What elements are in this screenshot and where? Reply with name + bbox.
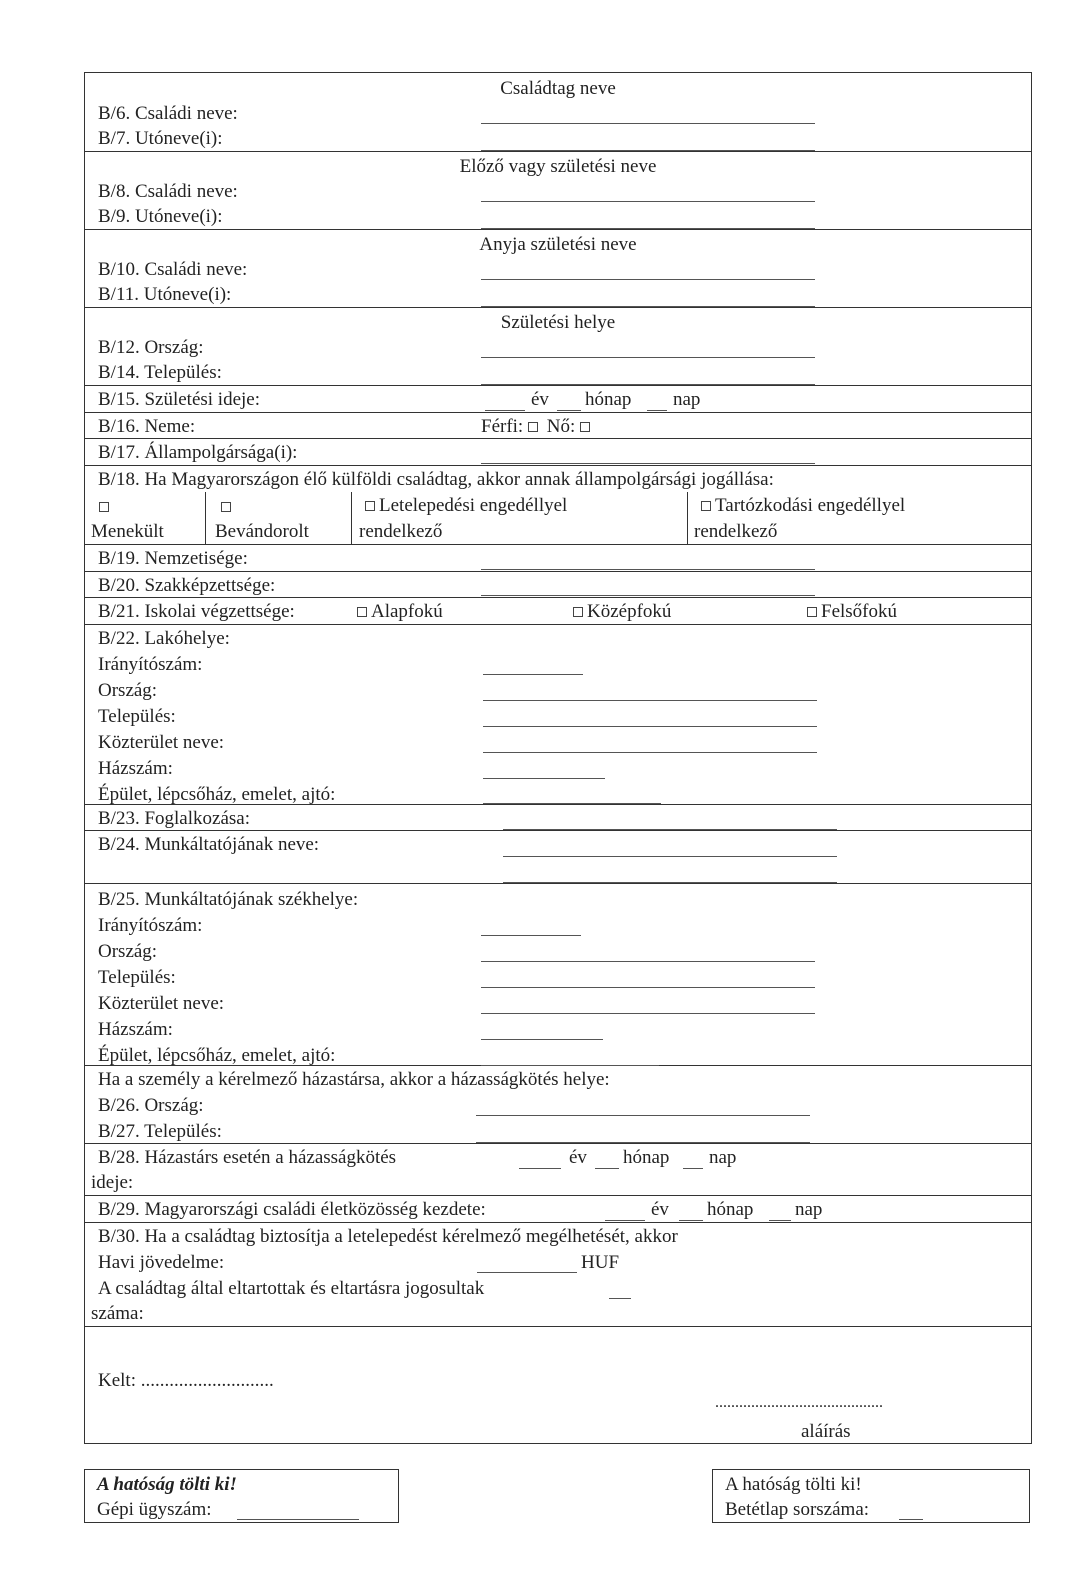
primary-label: Alapfokú — [371, 601, 443, 622]
day-label: nap — [795, 1199, 823, 1220]
section-income — [85, 1223, 1031, 1327]
education-primary-option — [357, 602, 443, 621]
section-cohabitation — [85, 1196, 1031, 1223]
employer-name-field[interactable] — [503, 856, 837, 857]
authority-box-right — [712, 1469, 1030, 1523]
case-number-field[interactable] — [237, 1519, 359, 1520]
sex-options — [481, 417, 594, 436]
residence-permit-label: Tartózkodási engedéllyel — [715, 495, 906, 516]
section-occupation — [85, 805, 1031, 831]
employer-country-field[interactable] — [481, 961, 815, 962]
mother-family-name-field[interactable] — [481, 279, 815, 280]
marriage-place-intro: Ha a személy a kérelmező házastársa, akkor a házasságkötés helye: — [98, 1069, 610, 1090]
country-label: Ország: — [98, 941, 158, 962]
settlement-permit-label-line2: rendelkező — [359, 521, 443, 542]
cohabitation-year-field[interactable] — [605, 1220, 645, 1221]
sheet-number-label: Betétlap sorszáma: — [725, 1499, 870, 1520]
male-checkbox[interactable] — [528, 422, 538, 432]
authority-title: A hatóság tölti ki! — [97, 1474, 237, 1495]
monthly-income-field[interactable] — [477, 1272, 577, 1273]
street-label: Közterület neve: — [98, 993, 225, 1014]
legal-status-label: B/18. Ha Magyarországon élő külföldi családtag, akkor annak állampolgársági jogállása: — [98, 469, 774, 490]
employer-street-field[interactable] — [481, 1013, 815, 1014]
building-label: Épület, lépcsőház, emelet, ajtó: — [98, 1045, 336, 1066]
cohabitation-day-field[interactable] — [769, 1220, 791, 1221]
authority-title: A hatóság tölti ki! — [725, 1474, 862, 1495]
section-birth-place — [85, 308, 1031, 386]
immigrant-checkbox[interactable] — [221, 502, 231, 512]
given-names-label: B/9. Utóneve(i): — [98, 206, 223, 227]
monthly-income-label: Havi jövedelme: — [98, 1252, 225, 1273]
residence-permit-checkbox[interactable] — [701, 501, 711, 511]
year-label: év — [531, 389, 549, 410]
section-header: Születési helye — [500, 312, 616, 333]
dependants-field[interactable] — [609, 1298, 631, 1299]
sheet-number-field[interactable] — [899, 1519, 923, 1520]
dependants-label: A családtag által eltartottak és eltartásra jogosultak — [98, 1278, 485, 1299]
employer-postcode-field[interactable] — [481, 935, 581, 936]
signature-line[interactable]: .......................................... — [715, 1394, 883, 1411]
section-employer-name — [85, 831, 1031, 884]
previous-given-names-field[interactable] — [481, 228, 815, 229]
section-header: Családtag neve — [500, 78, 616, 99]
settlement-label: B/14. Település: — [98, 362, 222, 383]
birth-day-field[interactable] — [647, 410, 667, 411]
family-name-label: B/6. Családi neve: — [98, 103, 238, 124]
residence-country-field[interactable] — [483, 700, 817, 701]
marriage-day-field[interactable] — [683, 1168, 703, 1169]
postcode-label: Irányítószám: — [98, 654, 203, 675]
given-names-label: B/7. Utóneve(i): — [98, 128, 223, 149]
previous-family-name-field[interactable] — [481, 201, 815, 202]
section-marriage-place — [85, 1066, 1031, 1144]
section-mother-name — [85, 230, 1031, 308]
qualification-label: B/20. Szakképzettsége: — [98, 575, 276, 596]
signature-label: aláírás — [801, 1421, 851, 1442]
education-higher-option — [807, 602, 897, 621]
sex-label: B/16. Neme: — [98, 416, 196, 437]
residence-postcode-field[interactable] — [483, 674, 583, 675]
marriage-country-field[interactable] — [476, 1115, 810, 1116]
residence-building-field[interactable] — [483, 803, 661, 804]
primary-checkbox[interactable] — [357, 607, 367, 617]
day-label: nap — [709, 1147, 737, 1168]
marriage-date-label: B/28. Házastárs esetén a házasságkötés — [98, 1147, 397, 1168]
residence-label: B/22. Lakóhelye: — [98, 628, 230, 649]
currency-label: HUF — [581, 1252, 620, 1273]
education-label: B/21. Iskolai végzettsége: — [98, 601, 295, 622]
residence-permit-option — [701, 496, 905, 515]
settlement-label: Település: — [98, 706, 176, 727]
family-name-label: B/10. Családi neve: — [98, 259, 248, 280]
citizenship-field[interactable] — [481, 463, 815, 464]
cohabitation-label: B/29. Magyarországi családi életközösség kezdete: — [98, 1199, 486, 1220]
employer-house-number-field[interactable] — [481, 1039, 603, 1040]
marriage-settlement-field[interactable] — [476, 1142, 810, 1143]
month-label: hónap — [623, 1147, 670, 1168]
refugee-checkbox[interactable] — [99, 502, 109, 512]
male-label: Férfi: — [481, 416, 524, 437]
form-sheet — [84, 72, 1032, 1444]
section-citizenship — [85, 439, 1031, 466]
qualification-field[interactable] — [481, 595, 815, 596]
section-member-name — [85, 73, 1031, 152]
section-header: Előző vagy születési neve — [459, 156, 657, 177]
birth-country-field[interactable] — [481, 357, 815, 358]
higher-checkbox[interactable] — [807, 607, 817, 617]
birth-month-field[interactable] — [557, 410, 581, 411]
section-previous-name — [85, 152, 1031, 230]
month-label: hónap — [585, 389, 632, 410]
postcode-label: Irányítószám: — [98, 915, 203, 936]
settlement-label: Település: — [98, 967, 176, 988]
section-employer-seat — [85, 884, 1031, 1066]
section-qualification — [85, 572, 1031, 598]
section-marriage-date — [85, 1144, 1031, 1196]
employer-name-field-2[interactable] — [503, 882, 837, 883]
female-checkbox[interactable] — [580, 422, 590, 432]
case-number-label: Gépi ügyszám: — [97, 1499, 212, 1520]
building-label: Épület, lépcsőház, emelet, ajtó: — [98, 784, 336, 805]
house-number-label: Házszám: — [98, 758, 173, 779]
section-birth-date — [85, 386, 1031, 413]
street-label: Közterület neve: — [98, 732, 225, 753]
residence-settlement-field[interactable] — [483, 726, 817, 727]
residence-permit-label-line2: rendelkező — [694, 521, 778, 542]
refugee-label: Menekült — [91, 521, 164, 542]
house-number-label: Házszám: — [98, 1019, 173, 1040]
higher-label: Felsőfokú — [821, 601, 897, 622]
marriage-country-label: B/26. Ország: — [98, 1095, 204, 1116]
divider — [351, 492, 352, 545]
section-signature — [85, 1327, 1031, 1445]
given-names-field[interactable] — [481, 150, 815, 151]
employer-seat-label: B/25. Munkáltatójának székhelye: — [98, 889, 359, 910]
settlement-permit-checkbox[interactable] — [365, 501, 375, 511]
birth-year-field[interactable] — [485, 410, 525, 411]
occupation-field[interactable] — [503, 829, 837, 830]
settlement-permit-label: Letelepedési engedéllyel — [379, 495, 568, 516]
residence-house-number-field[interactable] — [483, 778, 605, 779]
given-names-label: B/11. Utóneve(i): — [98, 284, 232, 305]
section-header: Anyja születési neve — [479, 234, 637, 255]
citizenship-label: B/17. Állampolgársága(i): — [98, 442, 298, 463]
marriage-settlement-label: B/27. Település: — [98, 1121, 222, 1142]
divider — [687, 492, 688, 545]
education-secondary-option — [573, 602, 671, 621]
marriage-year-field[interactable] — [519, 1168, 561, 1169]
section-sex — [85, 413, 1031, 439]
occupation-label: B/23. Foglalkozása: — [98, 808, 250, 829]
country-label: Ország: — [98, 680, 158, 701]
section-education — [85, 598, 1031, 625]
employer-name-label: B/24. Munkáltatójának neve: — [98, 834, 320, 855]
birth-date-label: B/15. Születési ideje: — [98, 389, 261, 410]
female-label: Nő: — [546, 416, 576, 437]
authority-box-left — [84, 1469, 399, 1523]
secondary-checkbox[interactable] — [573, 607, 583, 617]
income-label: B/30. Ha a családtag biztosítja a letelepedést kérelmező megélhetését, akkor — [98, 1226, 678, 1247]
immigrant-label: Bevándorolt — [215, 521, 309, 542]
dated-label: Kelt: ............................ — [98, 1370, 274, 1391]
cohabitation-month-field[interactable] — [679, 1220, 703, 1221]
family-name-label: B/8. Családi neve: — [98, 181, 238, 202]
marriage-date-label-line2: ideje: — [91, 1172, 134, 1193]
residence-street-field[interactable] — [483, 752, 817, 753]
dependants-label-line2: száma: — [91, 1303, 144, 1324]
nationality-field[interactable] — [481, 569, 815, 570]
employer-settlement-field[interactable] — [481, 987, 815, 988]
section-nationality — [85, 545, 1031, 572]
birth-settlement-field[interactable] — [481, 384, 815, 385]
marriage-month-field[interactable] — [595, 1168, 619, 1169]
year-label: év — [569, 1147, 587, 1168]
year-label: év — [651, 1199, 669, 1220]
nationality-label: B/19. Nemzetisége: — [98, 548, 248, 569]
family-name-field[interactable] — [481, 123, 815, 124]
country-label: B/12. Ország: — [98, 337, 204, 358]
secondary-label: Középfokú — [587, 601, 672, 622]
section-legal-status — [85, 466, 1031, 545]
mother-given-names-field[interactable] — [481, 306, 815, 307]
section-residence — [85, 625, 1031, 805]
day-label: nap — [673, 389, 701, 410]
settlement-permit-option — [365, 496, 567, 515]
divider — [205, 492, 206, 545]
month-label: hónap — [707, 1199, 754, 1220]
legal-status-options — [85, 492, 1031, 545]
